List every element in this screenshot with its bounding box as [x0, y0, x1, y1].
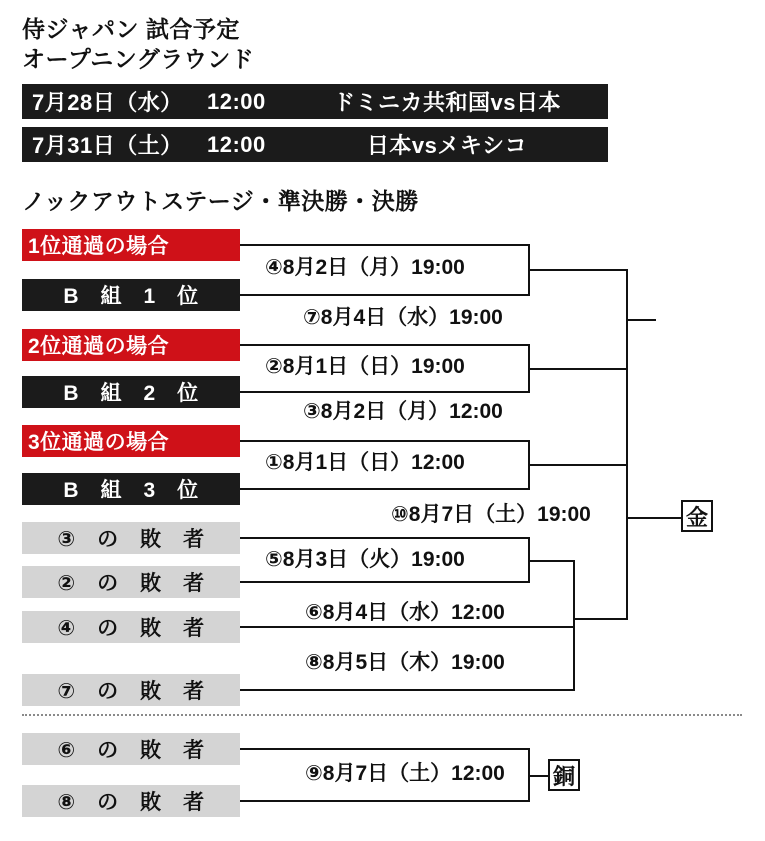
match-datetime: 8月1日（日）19:00: [282, 355, 465, 378]
match-label-2: [262, 355, 468, 379]
bracket-line: [240, 344, 530, 346]
opening-round-row: [22, 127, 608, 162]
seed-box-b1: B 組 1 位: [22, 279, 240, 311]
section-divider: [22, 714, 742, 716]
match-datetime: 8月3日（火）19:00: [282, 548, 465, 571]
bracket-line: [573, 618, 628, 620]
match-label-5: [262, 548, 468, 572]
match-label-10: [388, 503, 594, 527]
bronze-medal-box: 銅: [548, 759, 580, 791]
match-number: ⑩: [391, 503, 409, 526]
bracket-line: [240, 391, 530, 393]
seed-box-2pos: 2位通過の場合: [22, 329, 240, 361]
seed-box-loser-2: ② の 敗 者: [22, 566, 240, 598]
opening-round-match: 日本vsメキシコ: [366, 133, 528, 158]
opening-round-date: 7月31日（土）: [32, 133, 183, 158]
bracket-line: [240, 537, 530, 539]
bracket-line: [626, 517, 681, 519]
seed-box-loser-7: ⑦ の 敗 者: [22, 674, 240, 706]
bracket-line: [240, 440, 530, 442]
bracket-line: [240, 244, 530, 246]
knockout-section-title: ノックアウトステージ・準決勝・決勝: [22, 188, 419, 214]
seed-box-loser-4: ④ の 敗 者: [22, 611, 240, 643]
opening-round-time: 12:00: [207, 88, 266, 114]
seed-box-3pos: 3位通過の場合: [22, 425, 240, 457]
opening-round-match: ドミニカ共和国vs日本: [333, 90, 561, 115]
seed-box-loser-8: ⑧ の 敗 者: [22, 785, 240, 817]
bracket-line: [626, 465, 628, 620]
opening-round-title: オープニングラウンド: [22, 46, 255, 72]
bracket-line: [240, 581, 530, 583]
bracket-line: [240, 294, 530, 296]
match-label-9: [302, 762, 508, 786]
bracket-line: [573, 626, 575, 691]
bracket-line: [528, 269, 628, 271]
bracket-line: [240, 488, 530, 490]
match-number: ⑦: [303, 306, 321, 329]
match-datetime: 8月2日（月）12:00: [320, 400, 503, 423]
page-header: [22, 14, 722, 74]
seed-box-1pos: 1位通過の場合: [22, 229, 240, 261]
opening-round-row: [22, 84, 608, 119]
match-label-1: [262, 451, 468, 475]
match-label-8: [302, 651, 508, 675]
page-title: 侍ジャパン 試合予定: [22, 16, 240, 42]
bracket-line: [528, 775, 548, 777]
match-number: ①: [265, 451, 283, 474]
bracket-line: [528, 560, 573, 562]
match-datetime: 8月7日（土）19:00: [408, 503, 591, 526]
opening-round-time: 12:00: [207, 131, 266, 157]
match-number: ②: [265, 355, 283, 378]
gold-medal-box: 金: [681, 500, 713, 532]
bracket-line: [240, 748, 530, 750]
match-number: ⑨: [305, 762, 323, 785]
bracket-line: [240, 800, 530, 802]
match-datetime: 8月4日（水）12:00: [322, 601, 505, 624]
seed-box-loser-3: ③ の 敗 者: [22, 522, 240, 554]
bracket-line: [240, 689, 575, 691]
opening-round-date: 7月28日（水）: [32, 90, 183, 115]
match-number: ④: [265, 256, 283, 279]
match-datetime: 8月5日（木）19:00: [322, 651, 505, 674]
seed-box-b3: B 組 3 位: [22, 473, 240, 505]
seed-box-b2: B 組 2 位: [22, 376, 240, 408]
bracket-line: [626, 319, 628, 465]
match-label-6: [302, 601, 508, 625]
match-number: ⑧: [305, 651, 323, 674]
match-number: ⑥: [305, 601, 323, 624]
match-datetime: 8月7日（土）12:00: [322, 762, 505, 785]
seed-box-loser-6: ⑥ の 敗 者: [22, 733, 240, 765]
bracket-line: [626, 319, 656, 321]
match-datetime: 8月4日（水）19:00: [320, 306, 503, 329]
bracket-line: [528, 464, 628, 466]
match-label-3: [300, 400, 506, 424]
match-datetime: 8月2日（月）19:00: [282, 256, 465, 279]
match-datetime: 8月1日（日）12:00: [282, 451, 465, 474]
match-label-4: [262, 256, 468, 280]
match-number: ③: [303, 400, 321, 423]
bracket-line: [240, 626, 575, 628]
bracket-line: [528, 368, 628, 370]
match-label-7: [300, 306, 506, 330]
match-number: ⑤: [265, 548, 283, 571]
